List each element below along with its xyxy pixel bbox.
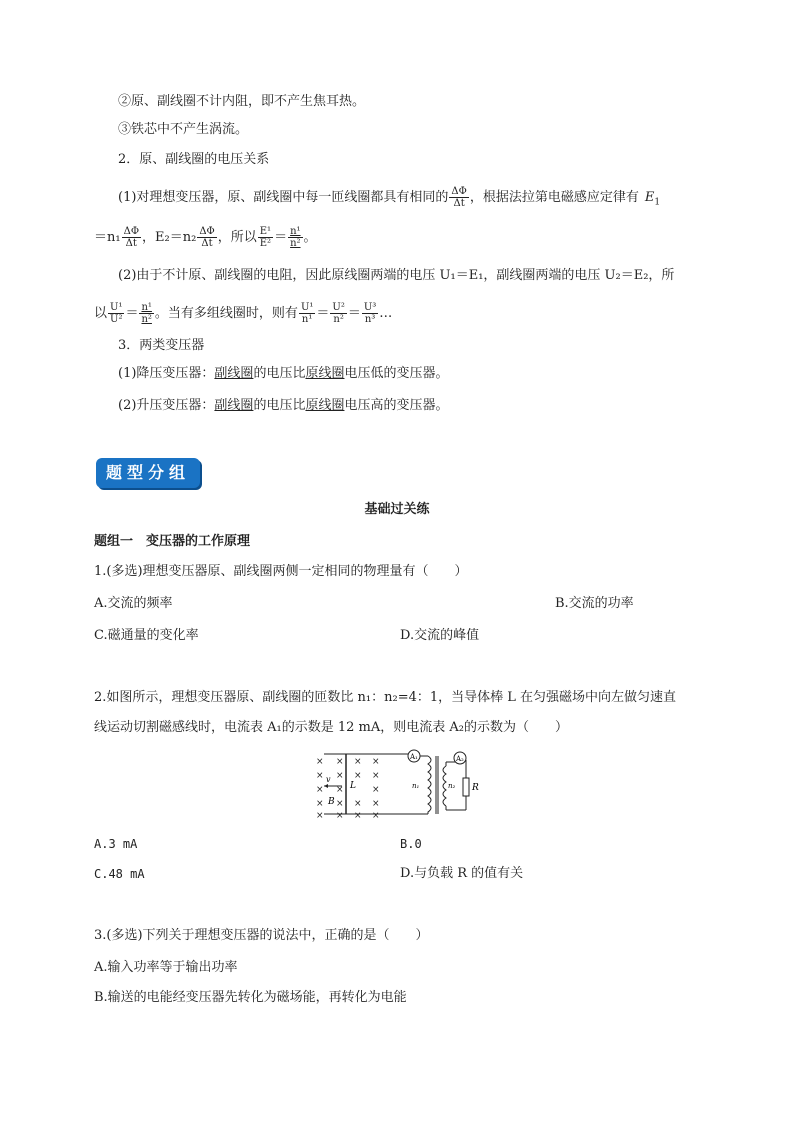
q3-option-a: A.输入功率等于输出功率 xyxy=(94,960,238,975)
eq-line: ＝n₁ xyxy=(94,230,121,245)
step-down-line xyxy=(118,364,448,384)
n2-label: n₂ xyxy=(448,782,456,790)
n-ratio xyxy=(288,226,302,249)
end-1: 。 xyxy=(303,230,317,245)
n1-label: n₁ xyxy=(412,782,420,790)
u3n3 xyxy=(362,302,378,325)
arrow-head xyxy=(324,784,328,788)
svg-text:×: × xyxy=(316,757,324,767)
e2-label: ，E₂＝n₂ xyxy=(142,230,197,245)
svg-text:×: × xyxy=(316,785,324,795)
q3-stem: 3.(多选)下列关于理想变压器的说法中，正确的是（ ） xyxy=(94,928,429,943)
flux-den: Δt xyxy=(453,198,465,209)
flux-fraction-2 xyxy=(122,226,141,249)
svg-text:×: × xyxy=(316,799,324,809)
velocity-label: v xyxy=(326,775,331,784)
subtitle: 基础过关练 xyxy=(364,502,430,517)
secondary-term-2: 副线圈 xyxy=(214,398,254,413)
step-up-pre: (2)升压变压器： xyxy=(118,398,215,413)
n-ratio-2-num: n¹ xyxy=(141,302,152,313)
p2-mid: 。当有多组线圈时，则有 xyxy=(154,306,298,321)
transformer-figure xyxy=(312,748,482,820)
svg-text:×: × xyxy=(336,785,344,795)
eq-sign-4: ＝ xyxy=(347,306,361,321)
eq-sign-2: ＝ xyxy=(125,306,139,321)
sec2-title: 2．原、副线圈的电压关系 xyxy=(118,152,270,167)
ammeter-a2-label: A₂ xyxy=(456,755,464,763)
n-ratio-2 xyxy=(139,302,153,325)
primary-coil xyxy=(428,756,431,814)
step-down-pre: (1)降压变压器： xyxy=(118,366,215,381)
flux-num: ΔΦ xyxy=(451,186,467,197)
svg-text:×: × xyxy=(316,771,324,781)
the-v-2: 的电压比 xyxy=(253,398,306,413)
n-ratio-den: n² xyxy=(290,238,301,249)
flux-fraction xyxy=(449,186,468,209)
svg-text:×: × xyxy=(372,771,380,781)
sec3-title: 3．两类变压器 xyxy=(118,338,205,353)
q1-option-c: C.磁通量的变化率 xyxy=(94,628,199,643)
q3-option-b: B.输送的电能经变压器先转化为磁场能，再转化为电能 xyxy=(94,990,407,1005)
u-ratio xyxy=(108,302,124,325)
u1n1-den: n¹ xyxy=(301,314,313,325)
svg-text:×: × xyxy=(354,757,362,767)
q2-stem-1: 2.如图所示，理想变压器原、副线圈的匝数比 n₁：n₂=4：1，当导体棒 L 在匀强磁场中向左做匀速直 xyxy=(94,690,677,705)
u2n2-den: n² xyxy=(333,314,344,325)
svg-text:×: × xyxy=(336,799,344,809)
n-ratio-2-den: n² xyxy=(141,314,152,325)
para2-line1: (2)由于不计原、副线圈的电阻，因此原线圈两端的电压 U₁＝E₁，副线圈两端的电压 U₂＝E₂，所 xyxy=(118,268,675,283)
q1-option-d: D.交流的峰值 xyxy=(400,628,480,643)
e1-label: E xyxy=(644,190,655,205)
section-badge: 题型分组 xyxy=(96,458,200,488)
q1-option-b: B.交流的功率 xyxy=(555,596,634,611)
e1-sub: 1 xyxy=(654,197,661,208)
u2n2 xyxy=(330,302,346,325)
p1-b: ，根据法拉第电磁感应定律有 xyxy=(469,190,639,205)
e-ratio xyxy=(258,226,273,249)
q1-stem: 1.(多选)理想变压器原、副线圈两侧一定相同的物理量有（ ） xyxy=(94,564,468,579)
q2-option-d: D.与负载 R 的值有关 xyxy=(400,866,524,881)
group1-title: 题组一 变压器的工作原理 xyxy=(94,534,251,549)
svg-text:×: × xyxy=(354,799,362,809)
eq-sign-3: ＝ xyxy=(316,306,330,321)
field-label: B xyxy=(328,797,335,807)
u1n1 xyxy=(299,302,315,325)
flux-num-3: ΔΦ xyxy=(199,226,215,237)
svg-text:×: × xyxy=(372,799,380,809)
dots: … xyxy=(379,306,393,321)
p1-a: (1)对理想变压器，原、副线圈中每一匝线圈都具有相同的 xyxy=(118,190,449,205)
so-label: ，所以 xyxy=(217,230,257,245)
para1-line1 xyxy=(118,186,660,213)
para2-line2 xyxy=(94,302,392,325)
u2n2-num: U² xyxy=(332,302,345,313)
secondary-coil xyxy=(443,766,446,806)
resistor-r xyxy=(463,778,469,796)
u3n3-num: U³ xyxy=(363,302,377,313)
p2-pre: 以 xyxy=(94,306,108,321)
u1n1-num: U¹ xyxy=(300,302,314,313)
field-crosses xyxy=(316,757,380,820)
svg-text:×: × xyxy=(372,785,380,795)
q1-option-a: A.交流的频率 xyxy=(94,596,173,611)
resistor-label: R xyxy=(472,783,479,793)
flux-fraction-3 xyxy=(197,226,216,249)
ammeter-a1-label: A₁ xyxy=(410,753,418,761)
svg-text:×: × xyxy=(336,757,344,767)
svg-text:×: × xyxy=(354,771,362,781)
primary-term-2: 原线圈 xyxy=(305,398,345,413)
secondary-term: 副线圈 xyxy=(214,366,254,381)
e-ratio-den: E² xyxy=(259,238,272,249)
svg-text:×: × xyxy=(316,811,324,820)
u3n3-den: n³ xyxy=(364,314,376,325)
the-v: 的电压比 xyxy=(253,366,306,381)
q2-option-b: B.0 xyxy=(400,837,422,851)
theory-item3: ③铁芯中不产生涡流。 xyxy=(118,122,249,137)
para1-line2 xyxy=(94,226,317,249)
n-ratio-num: n¹ xyxy=(290,226,301,237)
eq-sign-1: ＝ xyxy=(274,230,288,245)
svg-text:×: × xyxy=(354,811,362,820)
q2-option-a: A.3 mA xyxy=(94,837,138,851)
high-text: 电压高的变压器。 xyxy=(344,398,449,413)
flux-den-2: Δt xyxy=(125,238,137,249)
theory-item2: ②原、副线圈不计内阻，即不产生焦耳热。 xyxy=(118,94,366,109)
svg-text:×: × xyxy=(372,757,380,767)
flux-num-2: ΔΦ xyxy=(123,226,140,237)
q2-stem-2: 线运动切割磁感线时，电流表 A₁的示数是 12 mA，则电流表 A₂的示数为（ ） xyxy=(94,720,568,735)
u-ratio-num: U¹ xyxy=(110,302,123,313)
svg-text:×: × xyxy=(372,811,380,820)
e-ratio-num: E¹ xyxy=(259,226,272,237)
rod-label: L xyxy=(350,781,356,791)
q2-option-c: C.48 mA xyxy=(94,867,145,881)
u-ratio-den: U² xyxy=(110,314,123,325)
primary-term: 原线圈 xyxy=(305,366,345,381)
svg-text:×: × xyxy=(336,771,344,781)
flux-den-3: Δt xyxy=(201,238,213,249)
svg-text:×: × xyxy=(336,811,344,820)
step-up-line xyxy=(118,396,448,416)
low-text: 电压低的变压器。 xyxy=(344,366,449,381)
